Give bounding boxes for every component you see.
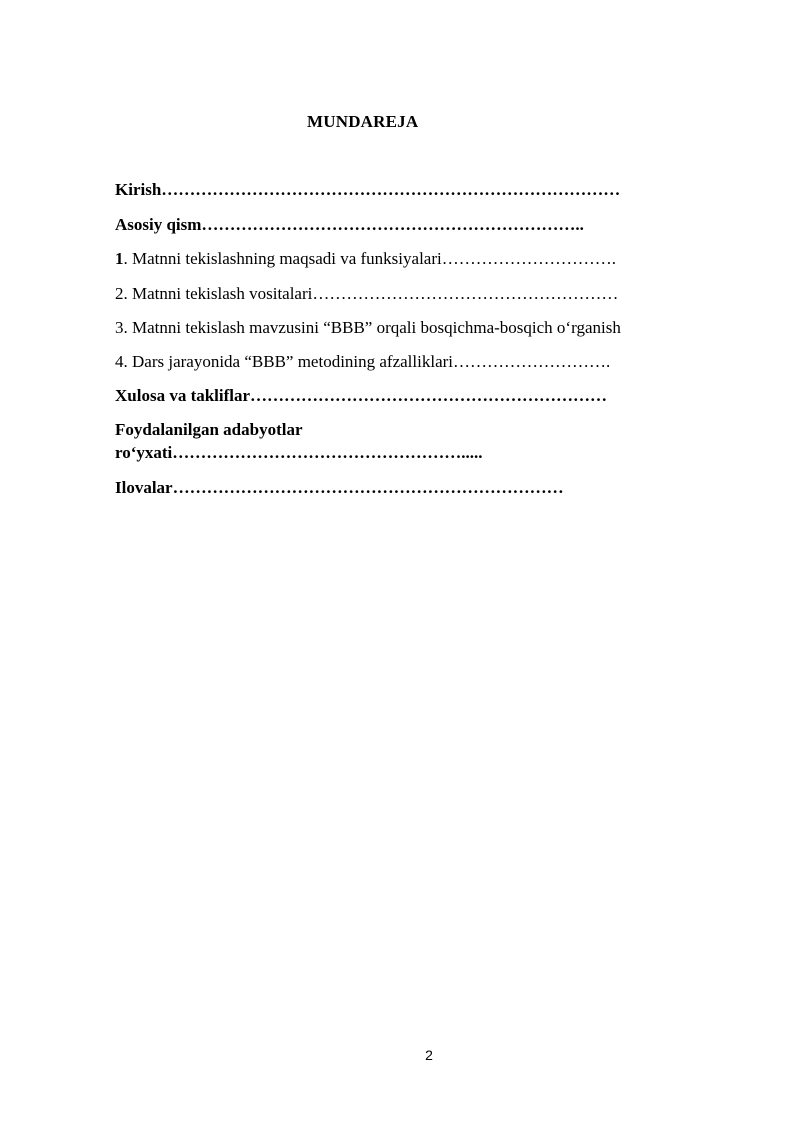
page-number: 2 <box>425 1047 433 1063</box>
toc-entry-adabiyotlar-line2: ro‘yxati……………………………………………..... <box>115 443 483 462</box>
toc-entry-kirish: Kirish……………………………………………………………………… <box>115 180 621 199</box>
toc-entry-1-number: 1 <box>115 249 124 268</box>
toc-entry-xulosa: Xulosa va takliflar……………………………………………………… <box>115 386 608 405</box>
toc-entry-2: 2. Matnni tekislash vositalari……………………………………………… <box>115 284 619 303</box>
toc-entry-1-text: . Matnni tekislashning maqsadi va funksiyalari…………………………. <box>123 249 616 268</box>
toc-entry-ilovalar: Ilovalar…………………………………………………………… <box>115 478 564 497</box>
toc-entry-adabiyotlar-line1: Foydalanilgan adabyotlar <box>115 420 303 439</box>
toc-entry-4: 4. Dars jarayonida “BBB” metodining afzalliklari………………………. <box>115 352 611 371</box>
page-title: MUNDAREJA <box>307 112 419 131</box>
toc-entry-1 <box>115 247 616 271</box>
toc-entry-asosiy-qism: Asosiy qism………………………………………………………….. <box>115 215 584 234</box>
toc-entry-3: 3. Matnni tekislash mavzusini “BBB” orqali bosqichma-bosqich o‘rganish <box>115 318 621 337</box>
